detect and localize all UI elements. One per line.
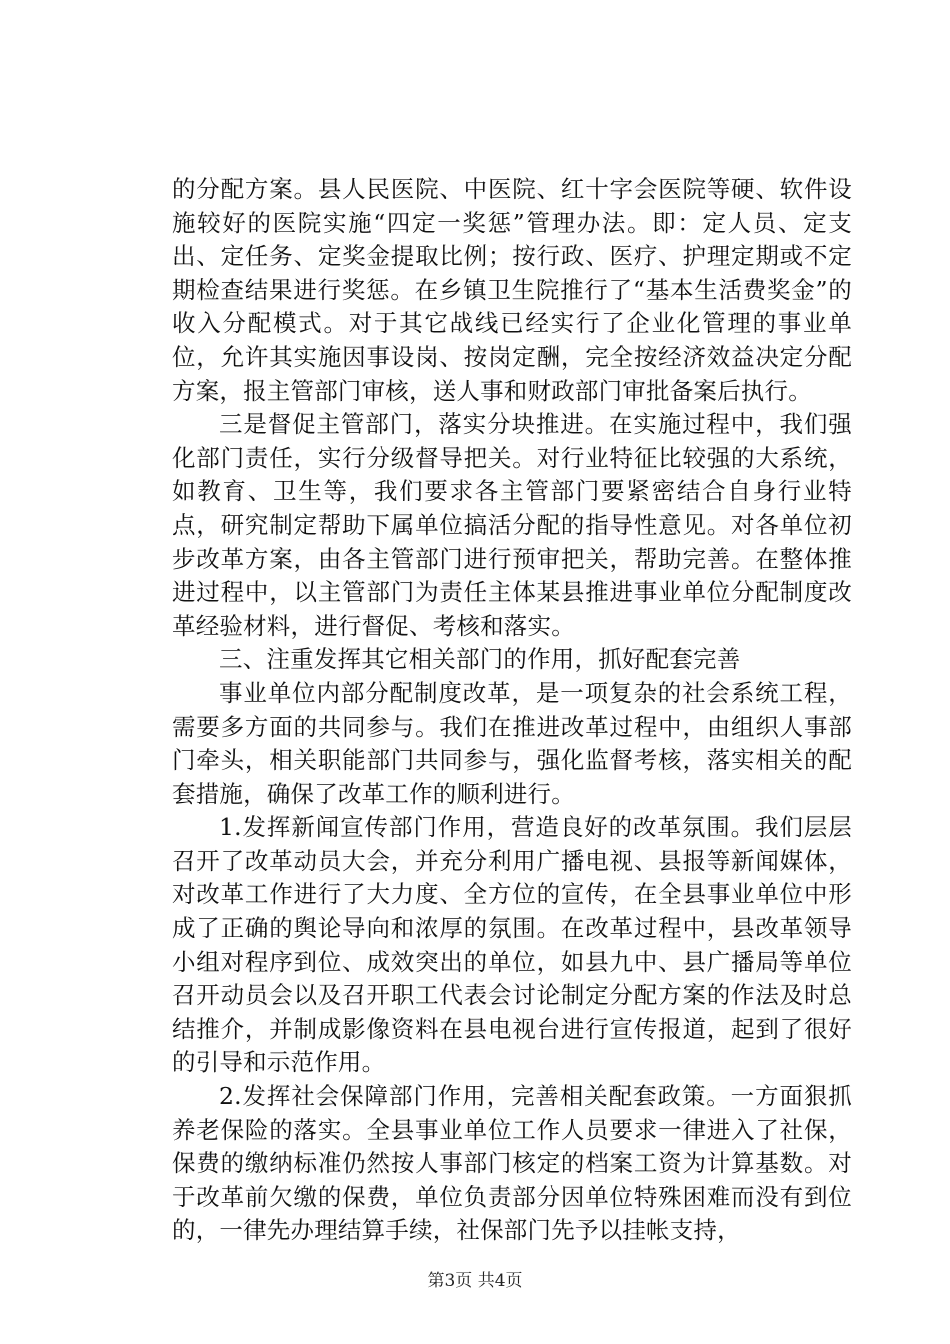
- document-body: [172, 173, 852, 1248]
- paragraph-item-1: 1.发挥新闻宣传部门作用，营造良好的改革氛围。我们层层召开了改革动员大会，并充分利用广播电视、县报等新闻媒体，对改革工作进行了大力度、全方位的宣传，在全县事业单位中形成了正确的舆论导向和浓厚的氛围。在改革过程中，县改革领导小组对程序到位、成效突出的单位，如县九中、县广播局等单位召开动员会以及召开职工代表会讨论制定分配方案的作法及时总结推介，并制成影像资料在县电视台进行宣传报道，起到了很好的引导和示范作用。: [172, 813, 852, 1077]
- paragraph-item-2: 2.发挥社会保障部门作用，完善相关配套政策。一方面狠抓养老保险的落实。全县事业单位工作人员要求一律进入了社保，保费的缴纳标准仍然按人事部门核定的档案工资为计算基数。对于改革前欠缴的保费，单位负责部分因单位特殊困难而没有到位的，一律先办理结算手续，社保部门先予以挂帐支持，: [172, 1082, 852, 1245]
- paragraph-reform-intro: 事业单位内部分配制度改革，是一项复杂的社会系统工程，需要多方面的共同参与。我们在推进改革过程中，由组织人事部门牵头，相关职能部门共同参与，强化监督考核，落实相关的配套措施，确保了改革工作的顺利进行。: [172, 678, 852, 808]
- page-footer: 第3页 共4页: [427, 1271, 523, 1291]
- paragraph-supervision: 三是督促主管部门，落实分块推进。在实施过程中，我们强化部门责任，实行分级督导把关。对行业特征比较强的大系统，如教育、卫生等，我们要求各主管部门要紧密结合自身行业特点，研究制定帮助下属单位搞活分配的指导性意见。对各单位初步改革方案，由各主管部门进行预审把关，帮助完善。在整体推进过程中，以主管部门为责任主体某县推进事业单位分配制度改革经验材料，进行督促、考核和落实。: [172, 410, 852, 640]
- paragraph-continuation: 的分配方案。县人民医院、中医院、红十字会医院等硬、软件设施较好的医院实施“四定一奖惩”管理办法。即：定人员、定支出、定任务、定奖金提取比例；按行政、医疗、护理定期或不定期检查结果进行奖惩。在乡镇卫生院推行了“基本生活费奖金”的收入分配模式。对于其它战线已经实行了企业化管理的事业单位，允许其实施因事设岗、按岗定酬，完全按经济效益决定分配方案，报主管部门审核，送人事和财政部门审批备案后执行。: [172, 175, 852, 405]
- section-heading: 三、注重发挥其它相关部门的作用，抓好配套完善: [219, 645, 741, 674]
